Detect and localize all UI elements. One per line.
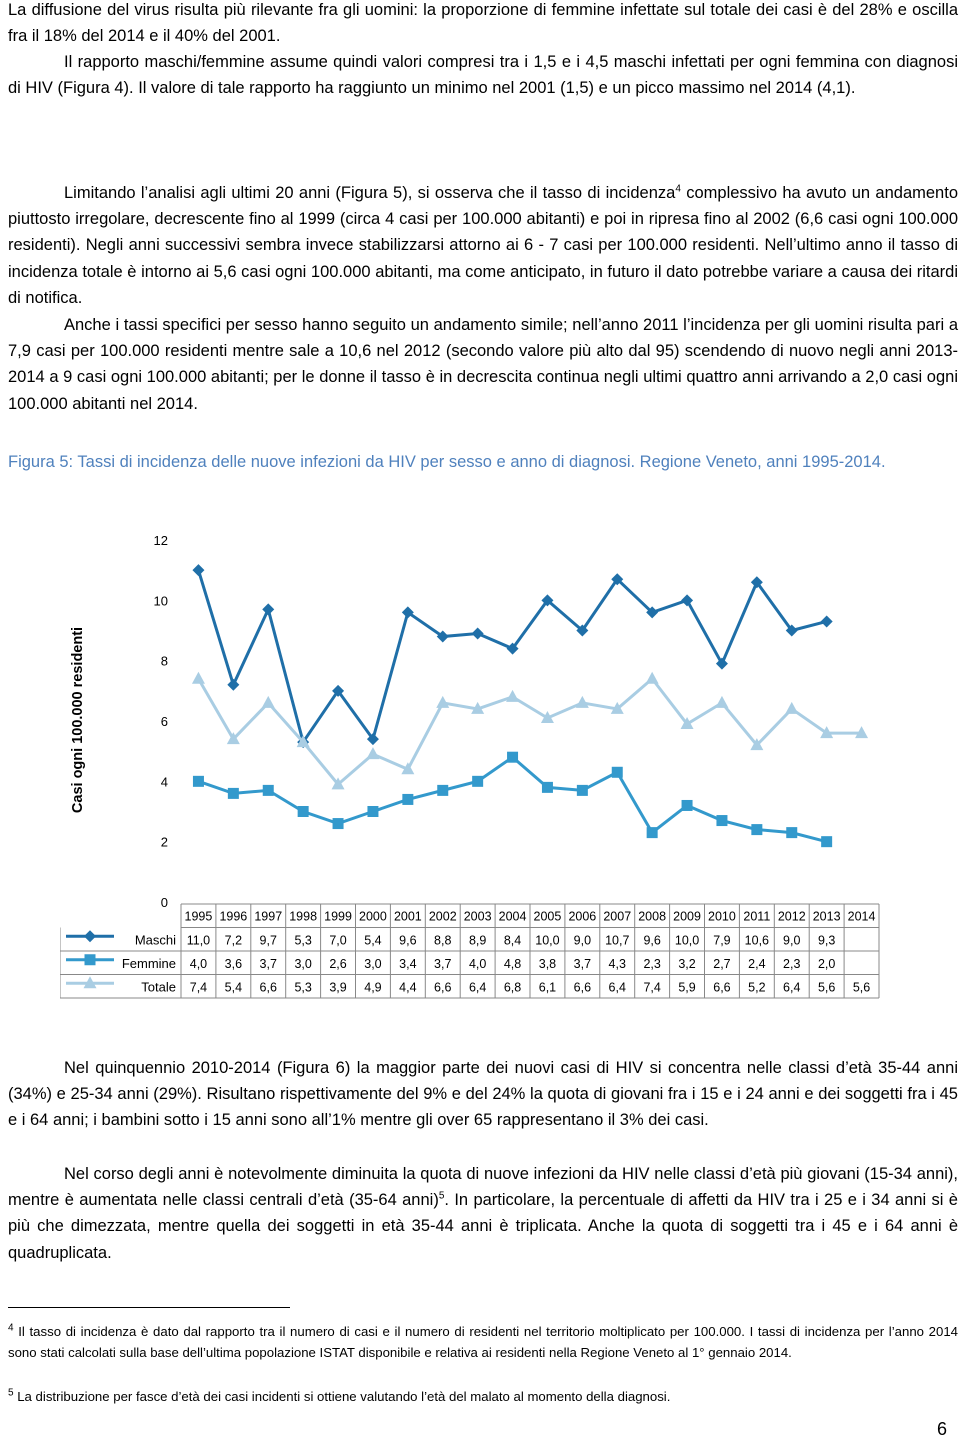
data-point-femmine (298, 806, 309, 817)
data-label-maschi: 10,6 (744, 933, 770, 948)
x-tick-label: 2009 (673, 909, 701, 924)
paragraph-incidence-trend-part-b: complessivo ha avuto un andamento piuttosto irregolare, decrescente fino al 1999 (circa 4 casi per 100.000 abitanti) e poi in ripresa fino al 2002 (6,6 casi ogni 100.000 residenti). Negli anni successivi sembra invece stabilizzarsi attorno ai 6 - 7 casi per 100.000 residenti. Nell’ultimo anno il tasso di incidenza totale è intorno ai 5,6 casi ogni 100.000 abitanti, ma come anticipato, in futuro il dato potrebbe variare a causa dei ritardi di notifica. (8, 184, 958, 307)
data-label-maschi: 8,8 (434, 933, 452, 948)
page-number: 6 (937, 1419, 948, 1439)
data-label-totale: 5,3 (294, 980, 312, 995)
legend-label-maschi: Maschi (134, 932, 176, 948)
data-label-totale: 6,4 (608, 980, 626, 995)
data-point-femmine (716, 815, 727, 826)
data-label-femmine: 3,7 (573, 956, 592, 971)
data-label-maschi: 5,4 (364, 933, 382, 948)
legend-marker (84, 930, 96, 942)
data-label-totale: 6,6 (434, 980, 452, 995)
data-point-maschi (716, 658, 728, 670)
x-tick-label: 1995 (184, 909, 213, 924)
figure-caption: Figura 5: Tassi di incidenza delle nuove infezioni da HIV per sesso e anno di diagnosi. Regione Veneto, anni 1995-2014. (8, 453, 886, 471)
data-label-totale: 7,4 (189, 980, 208, 995)
paragraph-age-trend-part-a: Nel corso degli anni è notevolmente diminuita la quota di nuove infezioni da HIV nelle classi d’età più giovani (15-34 anni), mentre è aumentata nelle classi centrali d’età (35-64 anni) (8, 1165, 958, 1210)
data-point-totale (366, 747, 379, 759)
data-label-femmine: 3,4 (399, 956, 417, 971)
data-point-maschi (192, 564, 204, 576)
data-point-totale (646, 672, 659, 684)
data-label-maschi: 8,4 (503, 933, 522, 948)
data-label-maschi: 9,0 (783, 933, 801, 948)
x-tick-label: 1996 (219, 909, 248, 924)
footnote-5-text: La distribuzione per fasce d’età dei casi incidenti si ottiene valutando l’età del malato al momento della diagnosi. (13, 1389, 671, 1404)
y-tick-label: 8 (160, 653, 168, 669)
x-tick-label: 2005 (533, 909, 562, 924)
x-tick-label: 2001 (393, 909, 422, 924)
x-tick-label: 2004 (498, 909, 527, 924)
data-label-totale: 4,9 (364, 980, 382, 995)
x-tick-label: 2007 (603, 909, 632, 924)
data-point-femmine (263, 785, 274, 796)
x-tick-label: 2003 (463, 909, 492, 924)
x-tick-label: 2012 (777, 909, 806, 924)
footnote-ref-4[interactable]: 4 (675, 183, 681, 195)
data-label-totale: 6,6 (259, 980, 277, 995)
x-tick-label: 2013 (812, 909, 841, 924)
legend-label-totale: Totale (141, 979, 176, 995)
data-label-maschi: 10,0 (535, 933, 560, 948)
footnote-4-number: 4 (8, 1322, 14, 1334)
data-point-maschi (681, 594, 693, 606)
series-lines (192, 564, 868, 847)
data-label-femmine: 4,8 (503, 956, 522, 971)
data-table (60, 904, 879, 998)
data-label-femmine: 4,3 (608, 956, 626, 971)
x-tick-label: 2010 (708, 909, 736, 924)
data-point-femmine (682, 800, 693, 811)
data-point-femmine (577, 785, 588, 796)
paragraph-incidence-trend (8, 180, 958, 311)
data-label-maschi: 9,6 (399, 933, 417, 948)
data-label-maschi: 7,2 (224, 933, 243, 948)
legend-label-femmine: Femmine (121, 955, 176, 971)
data-point-totale (436, 696, 449, 708)
data-point-femmine (821, 836, 832, 847)
data-label-maschi: 10,0 (674, 933, 700, 948)
x-tick-label: 2011 (743, 909, 771, 924)
data-label-maschi: 9,7 (259, 933, 277, 948)
footnote-4-text: Il tasso di incidenza è dato dal rapporto tra il numero di casi e il numero di residenti nel territorio moltiplicato per 100.000. I tassi di incidenza per l’anno 2014 sono stati calcolati sulla base dell’ultima popolazione ISTAT disponibile e relativa ai residenti nella Regione Veneto al 1° gennaio 2014. (8, 1324, 958, 1360)
data-label-femmine: 3,2 (678, 956, 696, 971)
y-tick-label: 2 (160, 834, 168, 850)
data-label-femmine: 2,0 (817, 956, 836, 971)
data-label-femmine: 2,3 (783, 956, 801, 971)
data-label-totale: 3,9 (329, 980, 347, 995)
data-label-totale: 5,6 (817, 980, 836, 995)
incidence-line-chart (60, 520, 890, 1005)
x-tick-label: 2000 (359, 909, 387, 924)
data-label-maschi: 7,0 (329, 933, 347, 948)
y-tick-label: 10 (153, 593, 168, 609)
data-point-totale (785, 702, 798, 714)
x-tick-label: 2002 (428, 909, 457, 924)
footnote-separator (8, 1307, 290, 1308)
data-label-totale: 5,6 (852, 980, 871, 995)
x-tick-label: 2006 (568, 909, 597, 924)
data-point-totale (506, 690, 519, 702)
data-point-femmine (612, 767, 623, 778)
data-point-totale (715, 696, 728, 708)
paragraph-gender-distribution: La diffusione del virus risulta più rilevante fra gli uomini: la proporzione di femmine infettate sul totale dei casi è del 28% e oscilla fra il 18% del 2014 e il 40% del 2001. (8, 1, 958, 46)
x-tick-label: 1999 (324, 909, 352, 924)
data-point-totale (262, 696, 275, 708)
data-point-femmine (472, 776, 483, 787)
paragraph-male-female-ratio: Il rapporto maschi/femmine assume quindi valori compresi tra i 1,5 e i 4,5 maschi infettati per ogni femmina con diagnosi di HIV (Figura 4). Il valore di tale rapporto ha raggiunto un minimo nel 2001 (1,5) e un picco massimo nel 2014 (4,1). (8, 53, 958, 98)
data-label-femmine: 3,7 (434, 956, 452, 971)
data-label-maschi: 9,6 (643, 933, 661, 948)
data-label-maschi: 9,0 (573, 933, 592, 948)
data-label-totale: 5,9 (678, 980, 696, 995)
data-label-femmine: 3,0 (294, 956, 312, 971)
data-point-femmine (507, 752, 518, 763)
paragraph-age-classes: Nel quinquennio 2010-2014 (Figura 6) la maggior parte dei nuovi casi di HIV si concentra nelle classi d’età 35-44 anni (34%) e 25-34 anni (29%). Risultano rispettivamente del 9% e del 24% la quota di giovani fra i 15 e i 24 anni e dei soggetti fra i 45 e i 64 anni; i bambini sotto i 15 anni sono all’1% mentre gli over 65 rappresentano il 3% dei casi. (8, 1059, 958, 1130)
paragraph-gender-rates: Anche i tassi specifici per sesso hanno seguito un andamento simile; nell’anno 2011 l’incidenza per gli uomini risulta pari a 7,9 casi per 100.000 residenti mentre sale a 10,6 nel 2012 (secondo valore più alto dal 95) scendendo di nuovo negli anni 2013-2014 a 9 casi ogni 100.000 abitanti; per le donne il tasso è in decrescita continua negli ultimi quattro anni arrivando a 2,0 casi ogni 100.000 abitanti nel 2014. (8, 316, 958, 413)
data-label-femmine: 3,0 (364, 956, 382, 971)
data-label-femmine: 2,6 (329, 956, 347, 971)
y-axis-title (70, 627, 86, 813)
y-tick-label: 4 (160, 774, 168, 790)
y-tick-label: 12 (153, 533, 168, 548)
data-label-totale: 6,8 (503, 980, 522, 995)
data-label-totale: 7,4 (643, 980, 661, 995)
data-label-totale: 6,1 (538, 980, 557, 995)
data-point-femmine (542, 782, 553, 793)
data-label-maschi: 9,3 (817, 933, 836, 948)
data-point-totale (192, 672, 205, 684)
data-label-maschi: 5,3 (294, 933, 312, 948)
data-label-femmine: 3,6 (224, 956, 243, 971)
footnote-4 (8, 1321, 958, 1363)
data-label-femmine: 2,3 (643, 956, 661, 971)
series-line-totale (198, 679, 861, 785)
data-point-maschi (262, 603, 274, 615)
data-point-maschi (472, 628, 484, 640)
data-label-maschi: 10,7 (605, 933, 630, 948)
data-label-totale: 5,2 (748, 980, 766, 995)
footnote-5 (8, 1386, 958, 1407)
data-label-femmine: 3,7 (259, 956, 277, 971)
data-point-femmine (786, 827, 797, 838)
series-line-femmine (198, 757, 826, 841)
x-tick-label: 1998 (289, 909, 318, 924)
data-label-femmine: 4,0 (189, 956, 208, 971)
data-label-maschi: 11,0 (186, 933, 211, 948)
legend-marker (85, 954, 96, 965)
data-label-femmine: 2,7 (713, 956, 731, 971)
data-point-femmine (228, 788, 239, 799)
data-point-femmine (437, 785, 448, 796)
y-axis-ticks (154, 533, 168, 910)
x-tick-label: 2008 (638, 909, 667, 924)
data-point-totale (576, 696, 589, 708)
data-label-totale: 4,4 (399, 980, 417, 995)
paragraph-incidence-trend-part-a: Limitando l’analisi agli ultimi 20 anni (Figura 5), si osserva che il tasso di incidenza (64, 184, 676, 202)
data-point-femmine (193, 776, 204, 787)
data-label-femmine: 4,0 (468, 956, 487, 971)
y-tick-label: 6 (160, 714, 168, 729)
data-label-totale: 6,6 (713, 980, 731, 995)
paragraph-age-trend (8, 1161, 958, 1266)
data-label-totale: 6,4 (783, 980, 801, 995)
x-tick-label: 1997 (254, 909, 283, 924)
footnote-ref-5[interactable]: 5 (438, 1190, 445, 1202)
data-label-totale: 6,4 (468, 980, 487, 995)
data-label-femmine: 3,8 (538, 956, 557, 971)
y-axis-label: Casi ogni 100.000 residenti (70, 626, 86, 814)
data-point-femmine (751, 824, 762, 835)
data-point-femmine (402, 794, 413, 805)
data-label-totale: 5,4 (224, 980, 243, 995)
x-tick-label: 2014 (847, 909, 876, 924)
footnote-5-number: 5 (8, 1387, 14, 1399)
paragraph-age-trend-part-b: . In particolare, la percentuale di affetti da HIV tra i 25 e i 34 anni si è più che dimezzata, mentre quella dei soggetti in età 35-44 anni è triplicata. Anche la quota di soggetti tra i 45 e i 64 anni è quadruplicata. (8, 1191, 958, 1262)
data-point-femmine (367, 806, 378, 817)
data-label-femmine: 2,4 (748, 956, 766, 971)
data-label-maschi: 7,9 (713, 933, 731, 948)
data-label-maschi: 8,9 (468, 933, 487, 948)
data-point-femmine (333, 818, 344, 829)
data-point-femmine (647, 827, 658, 838)
y-tick-label: 0 (160, 895, 168, 910)
data-point-maschi (821, 615, 833, 627)
data-label-totale: 6,6 (573, 980, 592, 995)
data-point-maschi (227, 679, 239, 691)
